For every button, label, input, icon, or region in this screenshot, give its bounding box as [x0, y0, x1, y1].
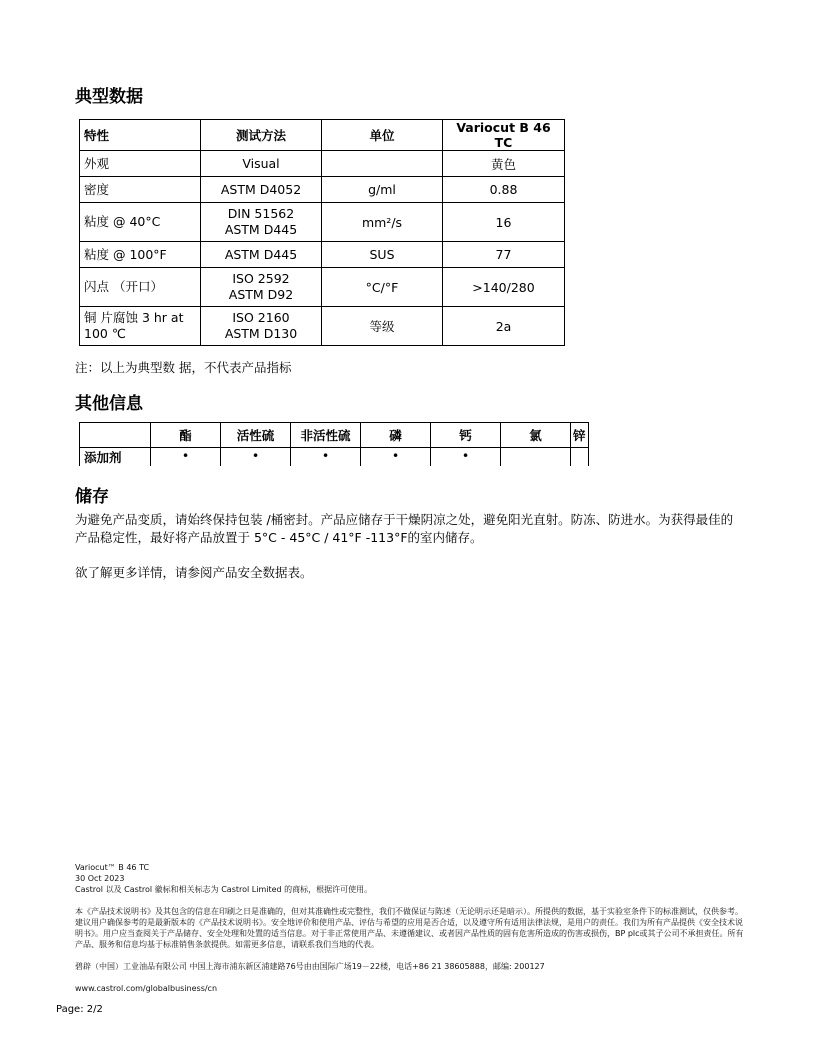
- property-cell-line: 闪点 （开口）: [84, 279, 163, 294]
- additive-header: 钙: [431, 423, 501, 448]
- value-cell: 16: [443, 203, 565, 242]
- typical-note: 注：以上为典型数 据，不代表产品指标: [75, 360, 292, 375]
- table-row: [80, 242, 565, 268]
- additive-row-label: 添加剂: [80, 448, 151, 469]
- value-cell: 2a: [443, 307, 565, 346]
- value-cell: 0.88: [443, 177, 565, 203]
- unit-cell: mm²/s: [322, 203, 443, 242]
- property-cell-line: 铜 片腐蚀 3 hr at: [84, 310, 184, 325]
- header-unit: 单位: [322, 120, 443, 151]
- value-cell: 77: [443, 242, 565, 268]
- method-cell-line: Visual: [242, 155, 280, 171]
- table-row: [80, 203, 565, 242]
- typical-data-table: [79, 119, 565, 346]
- table-clip-mask: [75, 466, 595, 478]
- footer-company: 碧辟（中国）工业油品有限公司 中国上海市浦东新区浦建路76号由由国际广场19－22楼，电话+86 21 38605888，邮编: 200127: [75, 962, 545, 971]
- property-cell: [80, 268, 201, 307]
- property-cell: [80, 242, 201, 268]
- table-row: [80, 307, 565, 346]
- method-cell: [201, 307, 322, 346]
- table-header-row: [80, 120, 565, 151]
- sds-text: 欲了解更多详情，请参阅产品安全数据表。: [75, 565, 313, 580]
- additive-header: 酯: [151, 423, 221, 448]
- method-cell-line: DIN 51562: [227, 206, 295, 221]
- additive-cell: •: [291, 448, 361, 469]
- method-cell-line: ASTM D445: [224, 222, 298, 237]
- method-cell-line: ASTM D92: [228, 287, 294, 302]
- table-header-row: [80, 423, 589, 448]
- unit-cell: SUS: [322, 242, 443, 268]
- additives-table: [79, 422, 589, 469]
- method-cell: [201, 242, 322, 268]
- footer-product: Variocut™ B 46 TC: [75, 863, 150, 872]
- value-cell: >140/280: [443, 268, 565, 307]
- additive-header: 磷: [361, 423, 431, 448]
- storage-text: 为避免产品变质，请始终保持包装 /桶密封。产品应储存于干燥阴凉之处，避免阳光直射。防冻、防进水。为获得最佳的产品稳定性，最好将产品放置于 5°C - 45°C / 41°F -113°F的室内储存。: [75, 512, 734, 545]
- method-cell-line: ISO 2160: [232, 310, 290, 325]
- table-row: [80, 177, 565, 203]
- property-cell-line: 100 ℃: [84, 326, 126, 341]
- footer-website: www.castrol.com/globalbusiness/cn: [75, 984, 218, 993]
- footer-date: 30 Oct 2023: [75, 874, 125, 883]
- header-product: Variocut B 46 TC: [443, 120, 565, 151]
- other-info-heading: 其他信息: [75, 394, 143, 414]
- unit-cell: [322, 151, 443, 177]
- additive-cell: •: [221, 448, 291, 469]
- method-cell: [201, 203, 322, 242]
- additive-cell: •: [431, 448, 501, 469]
- additive-header: [80, 423, 151, 448]
- property-cell-line: 粘度 @ 40°C: [84, 214, 161, 229]
- value-cell: 黄色: [443, 151, 565, 177]
- table-row: [80, 268, 565, 307]
- additive-header: 锌: [571, 423, 589, 448]
- footer-disclaimer: 本《产品技术说明书》及其包含的信息在印刷之日是准确的，但对其准确性或完整性，我们不做保证与陈述（无论明示还是暗示）。所提供的数据，基于实验室条件下的标准测试，仅供参考。建议用户确保参考的是最新版本的《产品技术说明书》。安全地评价和使用产品、评估与希望的应用是否合适，以及遵守所有适用法律法规，是用户的责任。我们为所有产品提供《安全技术说明书》。用户应当查阅关于产品储存、安全处理和处置的适当信息。对于非正常使用产品、未遵循建议、或者因产品性质的固有危害所造成的伤害或损伤，BP plc或其子公司不承担责任。所有产品、服务和信息均基于标准销售条款提供。如需更多信息，请联系我们当地的代表。: [75, 907, 744, 949]
- property-cell: [80, 177, 201, 203]
- property-cell-line: 密度: [84, 181, 110, 197]
- additive-header: 氯: [501, 423, 571, 448]
- unit-cell: g/ml: [322, 177, 443, 203]
- table-row: [80, 151, 565, 177]
- property-cell-line: 粘度 @ 100°F: [84, 246, 167, 262]
- additive-cell: •: [361, 448, 431, 469]
- method-cell: [201, 177, 322, 203]
- additive-cell: •: [151, 448, 221, 469]
- method-cell: [201, 151, 322, 177]
- method-cell: [201, 268, 322, 307]
- footer-trademark: Castrol 以及 Castrol 徽标和相关标志为 Castrol Limited 的商标，根据许可使用。: [75, 885, 373, 894]
- header-method: 测试方法: [201, 120, 322, 151]
- page-number: Page: 2/2: [56, 1004, 103, 1015]
- method-cell-line: ASTM D4052: [220, 181, 302, 197]
- header-property: 特性: [80, 120, 201, 151]
- property-cell-line: 外观: [84, 155, 110, 171]
- property-cell: [80, 151, 201, 177]
- method-cell-line: ASTM D130: [224, 326, 298, 341]
- property-cell: [80, 307, 201, 346]
- additive-header: 活性硫: [221, 423, 291, 448]
- additive-header: 非活性硫: [291, 423, 361, 448]
- property-cell: [80, 203, 201, 242]
- typical-data-heading: 典型数据: [75, 87, 143, 107]
- unit-cell: 等级: [322, 307, 443, 346]
- method-cell-line: ISO 2592: [232, 271, 290, 286]
- storage-heading: 储存: [75, 487, 109, 507]
- unit-cell: °C/°F: [322, 268, 443, 307]
- method-cell-line: ASTM D445: [224, 246, 298, 262]
